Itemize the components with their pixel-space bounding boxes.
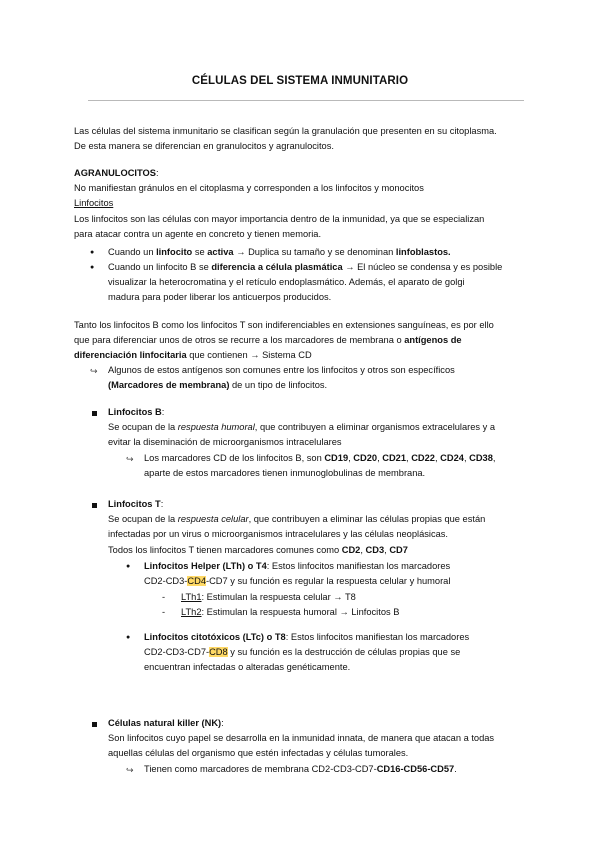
- sub-item: [144, 451, 534, 481]
- text-line: [144, 630, 534, 645]
- text-line: [108, 405, 538, 420]
- text-span: se: [192, 247, 208, 257]
- text-span: :: [161, 407, 165, 417]
- text-line: [144, 762, 534, 777]
- bullet-icon: ●: [90, 249, 95, 256]
- text-span: CD19: [324, 453, 349, 463]
- text-span: aparte de estos marcadores tienen inmunoglobulinas de membrana.: [144, 468, 426, 479]
- text-span: CD7: [389, 544, 408, 555]
- text-span: LTh1: [181, 592, 202, 602]
- text-span: y su función es la destrucción de células propias que se: [227, 647, 461, 658]
- text-span: ,: [406, 453, 412, 463]
- intro-paragraph: [74, 124, 534, 154]
- text-line: [144, 645, 534, 660]
- text-line: [181, 605, 531, 620]
- paragraph-line: Los linfocitos son las células con mayor importancia dentro de la inmunidad, ya que se especializan: [74, 213, 485, 224]
- text-span: respuesta celular: [177, 514, 249, 525]
- text-span: CD2-CD3-: [144, 576, 188, 587]
- text-span: linfocito: [156, 247, 193, 257]
- text-span: diferencia a célula plasmática: [211, 262, 343, 272]
- text-span: :: [221, 718, 224, 728]
- text-span: CD16-CD56-CD57: [376, 764, 455, 774]
- text-span: encuentran infectadas o alteradas genéticamente.: [144, 662, 351, 673]
- text-span: Son linfocitos cuyo papel se desarrolla en la inmunidad innata, de manera que atacan a todas: [108, 733, 495, 744]
- text-span: linfoblastos.: [395, 247, 451, 257]
- text-span: CD24: [440, 453, 464, 463]
- text-span: Células natural killer (NK): [108, 718, 222, 728]
- square-bullet-icon: [92, 722, 97, 727]
- intro-line: De esta manera se diferencian en granulocitos y agranulocitos.: [74, 141, 334, 152]
- paragraph-line: para atacar contra un agente en concreto y tienen memoria.: [74, 228, 322, 239]
- bullet-item: [108, 260, 538, 306]
- text-span: CD2-CD3-CD7-: [144, 647, 210, 658]
- dash-icon: -: [162, 607, 166, 617]
- text-span: CD4: [187, 576, 206, 587]
- linfocitos-t-section: [108, 497, 538, 558]
- text-span: → Duplica su tamaño y se denominan: [233, 247, 396, 257]
- text-line: [108, 497, 538, 512]
- text-span: CD2: [341, 544, 361, 555]
- linfocitos-b-section: [108, 405, 538, 451]
- text-span: Se ocupan de la: [108, 514, 178, 525]
- sub-item: [108, 363, 538, 393]
- text-span: ,: [348, 453, 354, 463]
- text-span: madura para poder liberar los anticuerpos producidos.: [108, 292, 332, 303]
- text-span: Tanto los linfocitos B como los linfocitos T son indiferenciables en extensiones sanguíneas, es por ello: [74, 320, 494, 330]
- text-span: Todos los linfocitos T tienen marcadores comunes como: [108, 544, 342, 555]
- text-line: [144, 451, 534, 466]
- text-line: [108, 420, 538, 435]
- agranulocitos-section: [74, 166, 544, 242]
- text-span: : Estimulan la respuesta celular → T8: [201, 592, 356, 602]
- text-line: [108, 378, 538, 393]
- text-span: : Estimulan la respuesta humoral → Linfocitos B: [201, 607, 400, 617]
- heading-text: AGRANULOCITOS: [74, 168, 156, 178]
- bullet-icon: ●: [126, 634, 131, 641]
- text-span: .: [454, 764, 457, 774]
- text-span: Linfocitos Helper (LTh) o T4: [144, 561, 267, 571]
- bullet-icon: ●: [126, 563, 131, 570]
- text-span: : Estos linfocitos manifiestan los marcadores: [285, 632, 470, 642]
- text-line: [108, 512, 538, 527]
- title-divider: [88, 100, 524, 101]
- text-span: evitar la diseminación de microorganismos intracelulares: [108, 437, 342, 448]
- intro-line: Las células del sistema inmunitario se clasifican según la granulación que presenten en su citoplasma.: [74, 126, 497, 136]
- text-span: :: [155, 168, 159, 178]
- text-span: , que contribuyen a eliminar las células propias que están: [248, 514, 486, 525]
- text-span: que para diferenciar unos de otros se recurre a los marcadores de membrana o: [74, 335, 405, 346]
- text-span: Linfocitos B: [108, 407, 162, 417]
- text-line: [108, 716, 538, 731]
- nk-section: [108, 716, 538, 762]
- text-line: [74, 333, 544, 348]
- text-span: de un tipo de linfocitos.: [229, 380, 328, 391]
- text-span: -CD7 y su función es regular la respuesta celular y humoral: [206, 576, 451, 587]
- text-span: Se ocupan de la: [108, 422, 178, 433]
- text-span: : Estos linfocitos manifiestan los marcadores: [266, 561, 451, 571]
- text-span: Tienen como marcadores de membrana CD2-CD3-CD7-: [144, 764, 377, 774]
- helper-item: [144, 559, 534, 589]
- text-line: [144, 559, 534, 574]
- text-line: [144, 574, 534, 589]
- text-line: [181, 590, 531, 605]
- text-span: activa: [207, 247, 234, 257]
- arrow-icon: ↪: [90, 366, 98, 376]
- text-span: LTh2: [181, 607, 202, 617]
- text-span: :: [160, 499, 164, 509]
- text-span: CD22: [411, 453, 435, 463]
- text-span: CD3: [365, 544, 385, 555]
- sub-item: [144, 762, 534, 777]
- text-line: [108, 245, 538, 260]
- text-span: ,: [360, 544, 366, 555]
- arrow-icon: ↪: [126, 454, 134, 464]
- text-span: CD8: [209, 647, 228, 658]
- cd-paragraph: [74, 318, 544, 364]
- cito-item: [144, 630, 534, 676]
- text-span: ,: [377, 453, 383, 463]
- arrow-icon: ↪: [126, 765, 134, 775]
- text-span: que contienen → Sistema CD: [186, 350, 312, 361]
- text-span: Linfocitos citotóxicos (LTc) o T8: [144, 632, 286, 642]
- text-span: ,: [434, 453, 441, 463]
- dash-icon: -: [162, 592, 166, 602]
- text-span: → El núcleo se condensa y es posible: [342, 262, 503, 272]
- text-span: respuesta humoral: [177, 422, 255, 433]
- square-bullet-icon: [92, 411, 97, 416]
- bullet-icon: ●: [90, 264, 95, 271]
- text-span: Algunos de estos antígenos son comunes entre los linfocitos y otros son específicos: [108, 365, 455, 375]
- text-span: Cuando un: [108, 247, 157, 257]
- text-span: ,: [492, 453, 496, 463]
- text-span: Cuando un linfocito B se: [108, 262, 212, 272]
- text-span: (Marcadores de membrana): [108, 380, 230, 391]
- subheading-linfocitos: Linfocitos: [74, 198, 114, 209]
- lth2-item: [181, 605, 531, 620]
- text-line: [108, 260, 538, 275]
- section-description: No manifiestan gránulos en el citoplasma y corresponden a los linfocitos y monocitos: [74, 183, 424, 194]
- text-span: visualizar la heterocromatina y el retículo endoplasmático. Además, el aparato de golgi: [108, 277, 465, 288]
- text-span: ,: [463, 453, 470, 463]
- text-span: Los marcadores CD de los linfocitos B, son: [144, 453, 325, 463]
- text-span: antígenos de: [404, 335, 462, 346]
- square-bullet-icon: [92, 503, 97, 508]
- text-span: infectadas por un virus o microorganismos intracelulares y las células neoplásicas.: [108, 529, 449, 540]
- text-line: [74, 348, 544, 363]
- text-span: CD21: [382, 453, 407, 463]
- text-span: , que contribuyen a eliminar organismos extracelulares y a: [254, 422, 496, 433]
- text-span: aquellas células del organismo que estén infectadas y células tumorales.: [108, 748, 409, 759]
- document-title: CÉLULAS DEL SISTEMA INMUNITARIO: [191, 75, 409, 87]
- text-span: ,: [384, 544, 390, 555]
- text-line: [108, 543, 538, 558]
- section-heading: [74, 166, 544, 181]
- text-span: Linfocitos T: [108, 499, 161, 509]
- text-span: diferenciación linfocitaria: [74, 350, 187, 361]
- text-span: CD20: [353, 453, 378, 463]
- text-span: CD38: [469, 453, 493, 463]
- lth1-item: [181, 590, 531, 605]
- bullet-item: [108, 245, 538, 260]
